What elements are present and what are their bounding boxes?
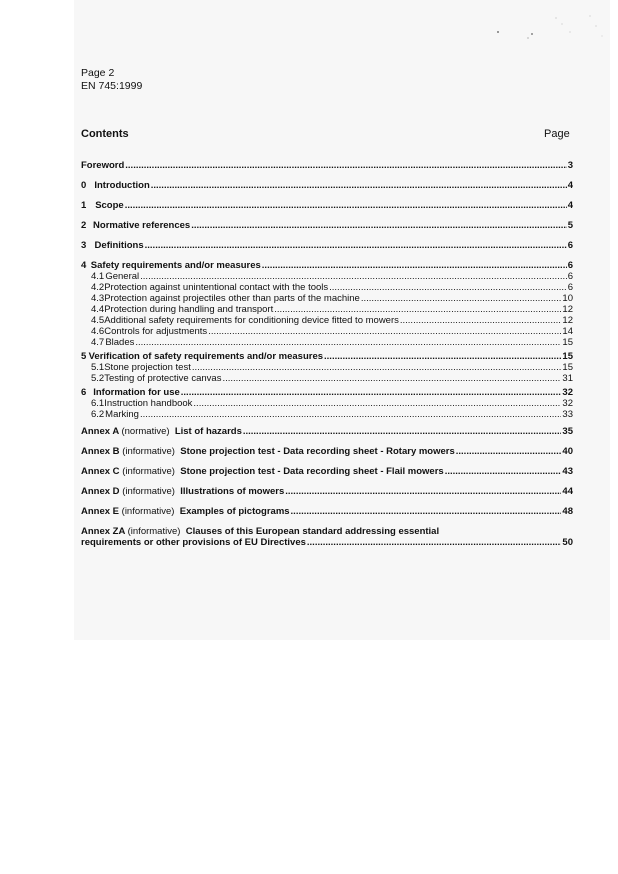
- dot-leader: [140, 409, 561, 420]
- toc-number: 4: [81, 260, 87, 271]
- dot-leader: [274, 304, 561, 315]
- toc-entry-annex-c[interactable]: [81, 466, 573, 477]
- toc-entry-marking[interactable]: [81, 409, 573, 420]
- dot-leader: [307, 537, 562, 548]
- toc-entry-annex-d[interactable]: [81, 486, 573, 497]
- toc-number: 3: [81, 240, 87, 251]
- toc-page: 15: [562, 351, 573, 362]
- toc-title: Definitions: [94, 240, 144, 251]
- toc-title: Safety requirements and/or measures: [90, 260, 261, 271]
- dot-leader: [125, 160, 566, 171]
- toc-entry-safety-requirements[interactable]: [81, 260, 573, 271]
- toc-page: 4: [567, 200, 573, 211]
- toc-page: 15: [562, 337, 573, 348]
- toc-entry-controls[interactable]: [81, 326, 573, 337]
- toc-entry-verification[interactable]: [81, 351, 573, 362]
- table-of-contents: [81, 160, 573, 548]
- toc-title: Normative references: [93, 220, 191, 231]
- toc-page: 44: [562, 486, 573, 497]
- dot-leader: [400, 315, 562, 326]
- toc-title: Testing of protective canvas: [104, 373, 222, 384]
- toc-title: [81, 446, 455, 457]
- toc-page: 14: [562, 326, 573, 337]
- toc-title: Controls for adjustments: [104, 326, 208, 337]
- dot-leader: [151, 180, 567, 191]
- dot-leader: [192, 362, 562, 373]
- annex-title: List of hazards: [174, 426, 242, 437]
- toc-page: 32: [562, 398, 573, 409]
- toc-entry-protection-handling[interactable]: [81, 304, 573, 315]
- toc-page: 35: [562, 426, 573, 437]
- toc-entry-conditioning-device[interactable]: [81, 315, 573, 326]
- annex-title: Illustrations of mowers: [180, 486, 285, 497]
- annex-title: Examples of pictograms: [179, 506, 290, 517]
- dot-leader: [456, 446, 562, 457]
- dot-leader: [445, 466, 562, 477]
- annex-label: Annex C: [81, 466, 120, 477]
- toc-page: 31: [562, 373, 573, 384]
- toc-page: 32: [562, 387, 573, 398]
- toc-title: Blades: [105, 337, 135, 348]
- page-number: Page 2: [81, 67, 115, 79]
- toc-title: Stone projection test: [104, 362, 191, 373]
- toc-number: 2: [81, 220, 87, 231]
- annex-za-line-1: [81, 526, 573, 537]
- toc-page: 6: [567, 240, 573, 251]
- dot-leader: [285, 486, 561, 497]
- annex-title: Stone projection test - Data recording sheet - Flail mowers: [180, 466, 444, 477]
- toc-page: 12: [562, 304, 573, 315]
- annex-type: (normative): [121, 426, 170, 437]
- toc-entry-general[interactable]: [81, 271, 573, 282]
- toc-title: Information for use: [93, 387, 180, 398]
- toc-page: 33: [562, 409, 573, 420]
- scan-specks: [490, 10, 610, 50]
- annex-title-line-2: requirements or other provisions of EU Directives: [81, 537, 306, 548]
- dot-leader: [125, 200, 567, 211]
- toc-number: 4.7: [91, 337, 105, 348]
- toc-page: 5: [567, 220, 573, 231]
- toc-page: 12: [562, 315, 573, 326]
- toc-entry-protective-canvas[interactable]: [81, 373, 573, 384]
- toc-number: 6.2: [91, 409, 105, 420]
- toc-page: 43: [562, 466, 573, 477]
- toc-title: Verification of safety requirements and/or measures: [88, 351, 324, 362]
- annex-type: (informative): [122, 486, 175, 497]
- toc-number: 6: [81, 387, 87, 398]
- toc-entry-stone-projection[interactable]: [81, 362, 573, 373]
- annex-title: Stone projection test - Data recording sheet - Rotary mowers: [180, 446, 455, 457]
- toc-page: 6: [567, 282, 573, 293]
- standard-id: EN 745:1999: [81, 79, 143, 92]
- toc-entry-information-for-use[interactable]: [81, 387, 573, 398]
- dot-leader: [262, 260, 567, 271]
- toc-title: General: [105, 271, 140, 282]
- toc-title: [81, 506, 290, 517]
- contents-heading: Contents: [81, 128, 129, 140]
- annex-label: Annex A: [81, 426, 119, 437]
- toc-number: 4.2: [91, 282, 105, 293]
- toc-number: 6.1: [91, 398, 105, 409]
- dot-leader: [222, 373, 561, 384]
- toc-title: Introduction: [94, 180, 150, 191]
- toc-title: Protection during handling and transport: [104, 304, 274, 315]
- annex-label: Annex ZA: [81, 526, 125, 537]
- annex-type: (informative): [122, 446, 175, 457]
- toc-entry-annex-za[interactable]: [81, 526, 573, 548]
- annex-title-line-1: Clauses of this European standard addressing essential: [185, 526, 440, 537]
- dot-leader: [208, 326, 561, 337]
- annex-label: Annex B: [81, 446, 120, 457]
- dot-leader: [191, 220, 566, 231]
- toc-page: 3: [567, 160, 573, 171]
- toc-entry-instruction-handbook[interactable]: [81, 398, 573, 409]
- toc-entry-annex-e[interactable]: [81, 506, 573, 517]
- toc-page: 48: [562, 506, 573, 517]
- annex-type: (informative): [122, 466, 175, 477]
- dot-leader: [324, 351, 561, 362]
- toc-entry-normative-references[interactable]: [81, 220, 573, 231]
- annex-label: Annex D: [81, 486, 120, 497]
- page-column-label: Page: [544, 128, 570, 140]
- dot-leader: [181, 387, 562, 398]
- toc-page: 15: [562, 362, 573, 373]
- toc-number: 4.4: [91, 304, 105, 315]
- toc-number: 1: [81, 200, 87, 211]
- page-header: [81, 67, 142, 92]
- toc-entry-introduction[interactable]: [81, 180, 573, 191]
- toc-entry-protection-projectiles[interactable]: [81, 293, 573, 304]
- toc-number: 0: [81, 180, 87, 191]
- toc-title: Protection against unintentional contact with the tools: [104, 282, 329, 293]
- toc-page: 40: [562, 446, 573, 457]
- toc-page: 4: [567, 180, 573, 191]
- toc-entry-protection-contact[interactable]: [81, 282, 573, 293]
- toc-number: 5: [81, 351, 87, 362]
- annex-za-line-2: [81, 537, 573, 548]
- toc-number: 4.3: [91, 293, 105, 304]
- dot-leader: [243, 426, 562, 437]
- toc-page: 6: [567, 260, 573, 271]
- toc-number: 4.5: [91, 315, 105, 326]
- toc-title: [81, 426, 242, 437]
- annex-type: (informative): [127, 526, 181, 537]
- toc-number: 5.2: [91, 373, 105, 384]
- toc-entry-scope[interactable]: [81, 200, 573, 211]
- toc-title: Marking: [105, 409, 139, 420]
- toc-number: 4.6: [91, 326, 105, 337]
- annex-type: (informative): [121, 506, 175, 517]
- toc-title: [81, 486, 284, 497]
- toc-entry-definitions[interactable]: [81, 240, 573, 251]
- toc-entry-annex-a[interactable]: [81, 426, 573, 437]
- annex-label: Annex E: [81, 506, 120, 517]
- dot-leader: [140, 271, 567, 282]
- dot-leader: [329, 282, 567, 293]
- toc-page: 10: [562, 293, 573, 304]
- toc-entry-annex-b[interactable]: [81, 446, 573, 457]
- toc-title: Additional safety requirements for conditioning device fitted to mowers: [104, 315, 399, 326]
- dot-leader: [361, 293, 562, 304]
- toc-entry-foreword[interactable]: [81, 160, 573, 171]
- dot-leader: [193, 398, 561, 409]
- toc-number: 4.1: [91, 271, 105, 282]
- toc-title: Protection against projectiles other than parts of the machine: [104, 293, 360, 304]
- toc-page: 6: [567, 271, 573, 282]
- toc-entry-blades[interactable]: [81, 337, 573, 348]
- toc-title: Foreword: [81, 160, 125, 171]
- toc-title: Scope: [95, 200, 124, 211]
- dot-leader: [291, 506, 562, 517]
- toc-number: 5.1: [91, 362, 105, 373]
- toc-page: 50: [562, 537, 573, 548]
- toc-title: Instruction handbook: [104, 398, 193, 409]
- dot-leader: [145, 240, 567, 251]
- toc-title: [81, 466, 444, 477]
- dot-leader: [135, 337, 561, 348]
